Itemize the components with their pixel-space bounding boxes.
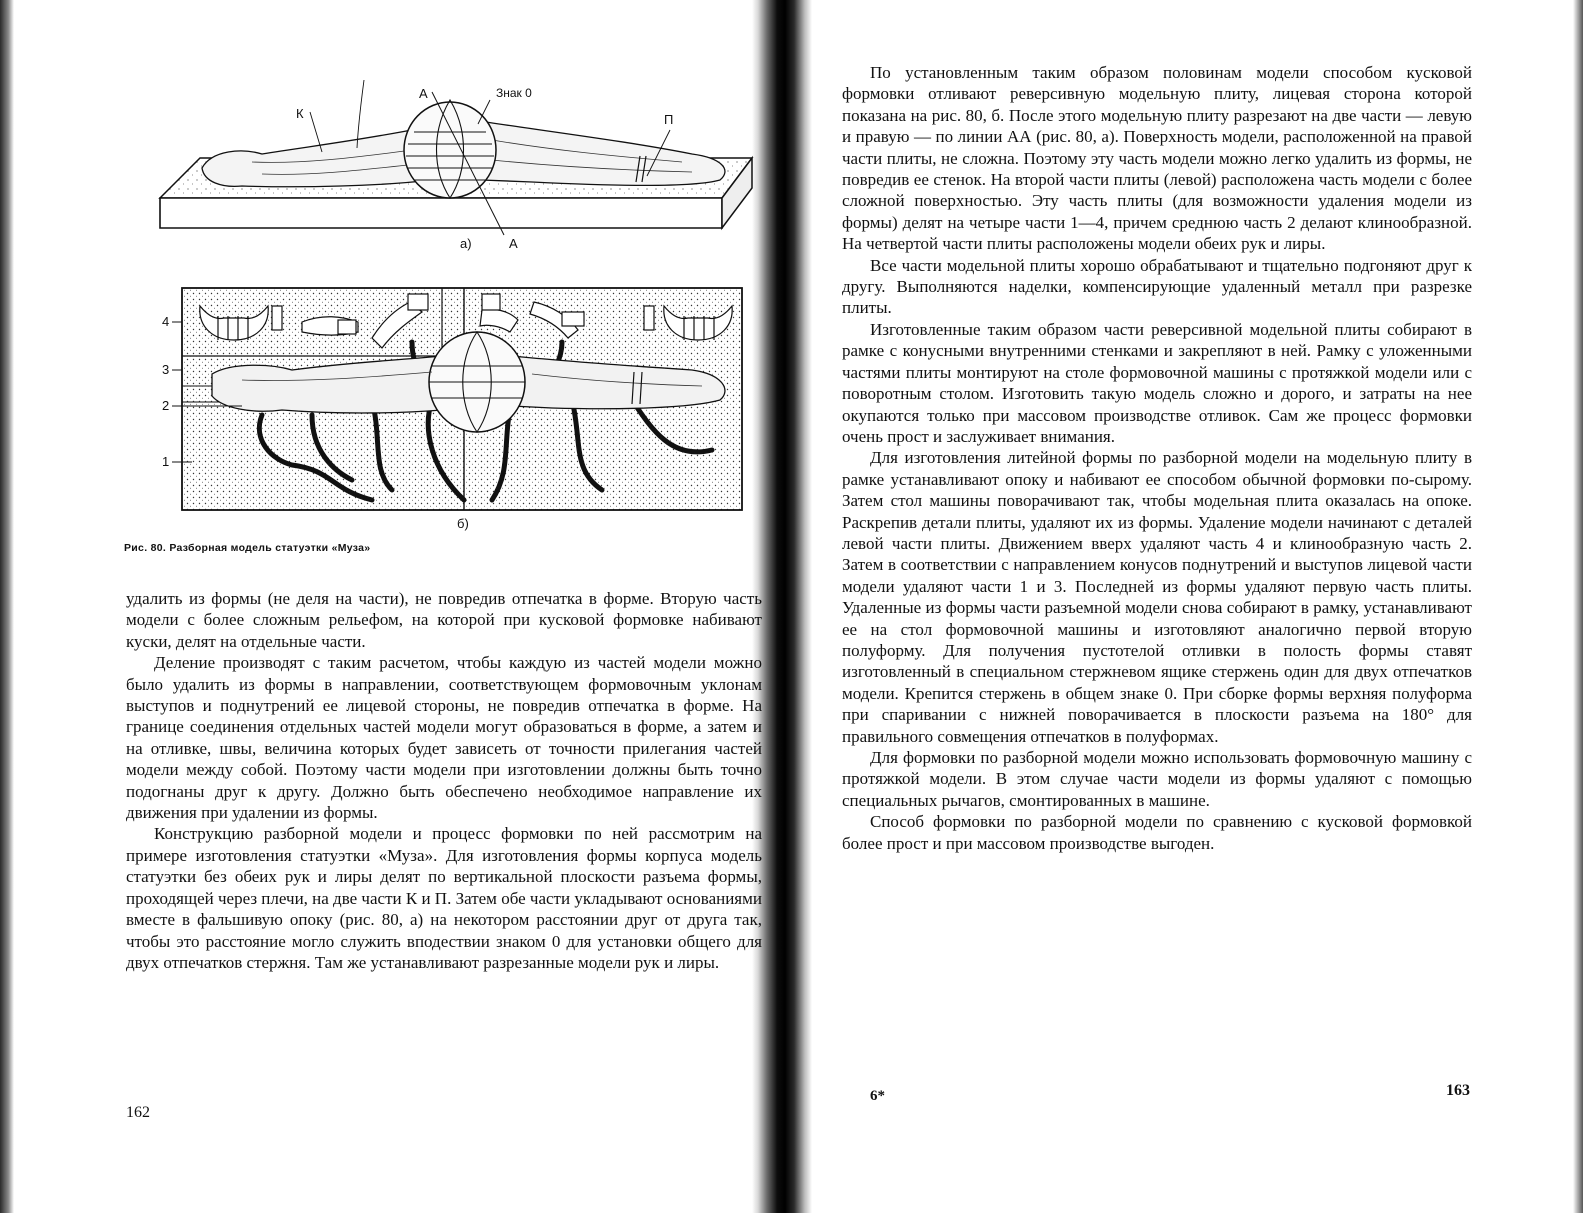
- left-page: [22, 0, 762, 1213]
- label-part-2: 2: [162, 398, 170, 413]
- label-part-1: 1: [162, 454, 170, 469]
- label-a-bottom: А: [509, 236, 518, 251]
- paragraph: Конструкцию разборной модели и процесс формовки по ней рассмотрим на примере изготовления статуэтки «Муза». Для изготовления формы корпуса модель статуэтки без обеих рук и лиры делят по вертикальной плоскости разъема формы, проходящей через плечи, на две части К и П. Затем обе части укладывают основаниями вместе в фальшивую опоку (рис. 80, а) на некотором расстоянии друг от друга так, чтобы это расстояние могло служить вподествии знаком 0 для установки общего для двух отпечатков стержня. Там же устанавливают разрезанные модели рук и лиры.: [126, 824, 762, 972]
- label-part-4: 4: [162, 314, 170, 329]
- paragraph: Для изготовления литейной формы по разборной модели на модельную плиту в рамке устанавливают опоку и набивают ее способом обычной формовки по-сырому. Затем стол машины поворачивают так, чтобы модельная плита оказалась на опоке. Раскрепив детали плиты, удаляют их из формы. Удаление модели начинают с деталей левой части плиты. Движением вверх удаляют часть 4 и клинообразную часть 2. Затем в соответствии с направлением конусов поднутрений и выступов лицевой части модели удаляют части 1 и 3. Последней из формы удаляют первую часть плиты. Удаленные из формы части разъемной модели снова собирают в рамку, устанавливают ее на стол формовочной машины и изготовляют аналогично первой вторую полуформу. Для получения пустотелой отливки в полость формы ставят изготовленный в специальном стержневом ящике стержень один для двух отпечатков модели. Крепится стержень в общем знаке 0. При сборке формы верхняя полуформа при спаривании с нижней поворачивается в плоскости разъема на 180° для правильного совмещения отпечатков в полуформах.: [842, 448, 1472, 746]
- label-part-3: 3: [162, 362, 170, 377]
- paragraph: Для формовки по разборной модели можно использовать формовочную машину с протяжкой модели. В этом случае части модели из формы удаляют с помощью специальных рычагов, смонтированных в машине.: [842, 748, 1472, 810]
- label-p: П: [664, 112, 674, 127]
- signature-mark: 6*: [870, 1088, 885, 1104]
- figure-80: [132, 70, 772, 550]
- paragraph: По установленным таким образом половинам модели способом кусковой формовки отливают реверсивную модельную плиту, лицевая сторона которой показана на рис. 80, б. После этого модельную плиту разрезают на две части — левую и правую — по линии АА (рис. 80, а). Поверхность модели, расположенной на правой части плиты, не сложна. Поэтому эту часть модели можно легко удалить из формы, не повредив ее стенок. На второй части плиты (левой) расположена часть модели с более сложной поверхностью. Эту часть плиты (для возможности удаления модели из формы) делят на четыре части 1—4, причем среднюю часть 2 делают клинообразной. На четвертой части плиты расположены модели обеих рук и лиры.: [842, 63, 1472, 254]
- label-a-top: А: [419, 86, 428, 101]
- left-body-text: [126, 588, 762, 973]
- figure-b: [172, 288, 742, 510]
- figure-a: [160, 80, 752, 235]
- page-number: 163: [1446, 1082, 1470, 1099]
- page-number: 162: [126, 1104, 150, 1121]
- label-k: К: [296, 106, 304, 121]
- subfigure-a-label: а): [460, 236, 472, 251]
- page-edge-shadow: [1573, 0, 1583, 1213]
- figure-caption: Рис. 80. Разборная модель статуэтки «Муза»: [124, 542, 371, 554]
- subfigure-b-label: б): [457, 516, 469, 531]
- paragraph: удалить из формы (не деля на части), не повредив отпечатка в форме. Вторую часть модели с более сложным рельефом, на которой при кусковой формовке набивают куски, делят на отдельные части.: [126, 589, 762, 651]
- paragraph: Изготовленные таким образом части реверсивной модельной плиты собирают в рамке с конусными внутренними стенками и закрепляют в ней. Рамку с уложенными частями плиты монтируют на столе формовочной машины с протяжкой модели или с поворотным столом. Изготовить такую модель сложно и дорого, и затраты на нее окупаются только при массовом производстве отливок. Сам же процесс формовки очень прост и заслуживает внимания.: [842, 319, 1472, 446]
- right-body-text: [842, 62, 1472, 854]
- statuette-model-drawing: [132, 70, 772, 540]
- paragraph: Деление производят с таким расчетом, чтобы каждую из частей модели можно было удалить из формы в направлении, соответствующем формовочным уклонам выступов и поднутрений ее лицевой стороны, не повредив отпечатка в форме. На границе соединения отдельных частей модели могут образоваться в форме, а затем и на отливке, швы, величина которых будет зависеть от точности прилегания частей модели между собой. Поэтому части модели при изготовлении должны быть точно подогнаны друг к другу. Должно быть обеспечено необходимое направление их движения при удалении из формы.: [126, 653, 762, 823]
- page-edge-shadow: [0, 0, 14, 1213]
- paragraph: Все части модельной плиты хорошо обрабатывают и тщательно подгоняют друг к другу. Выполняются наделки, компенсирующие удаленный металл при разрезке плиты.: [842, 255, 1472, 318]
- right-page: [812, 0, 1572, 1213]
- paragraph: Способ формовки по разборной модели по сравнению с кусковой формовкой более прост и при массовом производстве выгоден.: [842, 812, 1472, 853]
- label-znak-0: Знак 0: [496, 86, 532, 100]
